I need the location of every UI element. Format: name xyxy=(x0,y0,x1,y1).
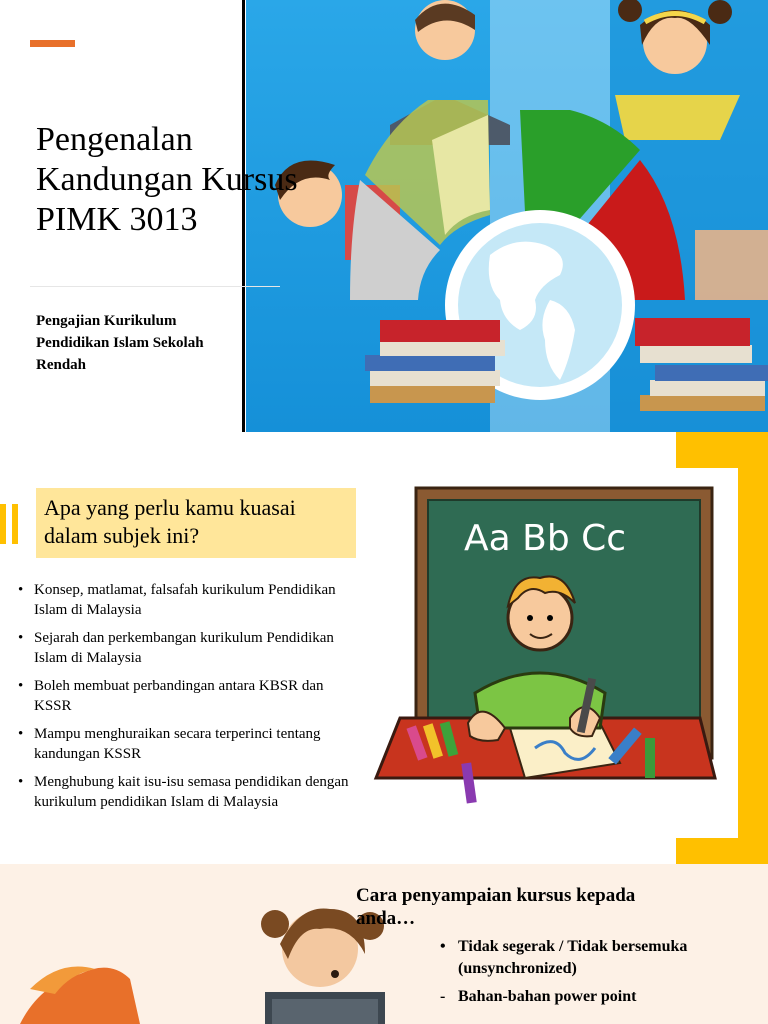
title-line: PIMK 3013 xyxy=(36,201,198,238)
title-line: anda… xyxy=(356,908,416,929)
list-item: • Konsep, matlamat, falsafah kurikulum Pendidikan Islam di Malaysia xyxy=(18,580,358,620)
slide-title xyxy=(36,120,376,240)
title-line: Pengenalan xyxy=(36,121,193,158)
accent-mark xyxy=(0,504,6,544)
accent-mark xyxy=(12,504,18,544)
list-marker: • xyxy=(440,938,446,955)
subtitle-line: Pendidikan Islam Sekolah xyxy=(36,335,204,351)
list-item: • Menghubung kait isu-isu semasa pendidikan dengan kurikulum pendidikan Islam di Malaysia xyxy=(18,772,358,812)
delivery-methods-list xyxy=(440,936,760,1008)
list-item xyxy=(440,936,760,980)
accent-bar xyxy=(30,40,75,47)
slide-3 xyxy=(0,864,768,1024)
list-item xyxy=(440,986,760,1008)
title-line: Kandungan Kursus xyxy=(36,161,298,198)
question-line: dalam subjek ini? xyxy=(44,523,200,548)
list-item-text: Tidak segerak / Tidak bersemuka (unsynchronized) xyxy=(458,938,688,977)
list-item: • Boleh membuat perbandingan antara KBSR dan KSSR xyxy=(18,676,358,716)
list-marker: - xyxy=(440,988,446,1005)
slide-1 xyxy=(0,0,768,432)
learning-outcomes-list xyxy=(18,580,358,820)
slide-2 xyxy=(0,432,768,864)
list-item-text: Bahan-bahan power point xyxy=(458,988,637,1005)
list-item: • Mampu menghuraikan secara terperinci tentang kandungan KSSR xyxy=(18,724,358,764)
question-line: Apa yang perlu kamu kuasai xyxy=(44,495,296,520)
title-line: Cara penyampaian kursus kepada xyxy=(356,885,636,906)
student-at-chalkboard-illustration xyxy=(370,478,720,818)
slide-subtitle xyxy=(36,310,276,376)
slide-3-title xyxy=(356,884,756,930)
subtitle-line: Rendah xyxy=(36,357,87,373)
accent-marks xyxy=(0,504,22,544)
chalkboard-text: Aa Bb Cc xyxy=(464,518,627,559)
divider xyxy=(30,286,280,287)
subtitle-line: Pengajian Kurikulum xyxy=(36,313,177,329)
question-heading xyxy=(44,494,354,550)
list-item: • Sejarah dan perkembangan kurikulum Pendidikan Islam di Malaysia xyxy=(18,628,358,668)
